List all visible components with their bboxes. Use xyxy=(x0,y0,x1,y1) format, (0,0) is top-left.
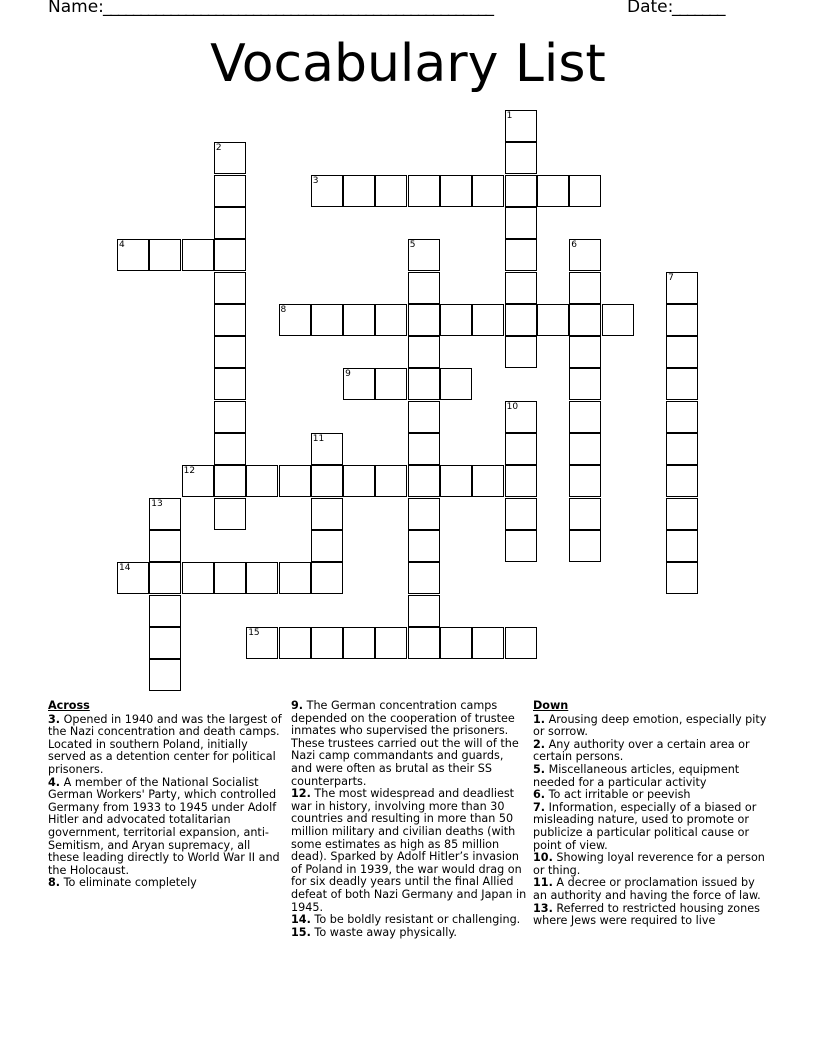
crossword-cell[interactable] xyxy=(569,498,601,530)
crossword-cell[interactable] xyxy=(149,659,181,691)
crossword-cell[interactable] xyxy=(279,304,311,336)
crossword-cell[interactable] xyxy=(666,368,698,400)
crossword-cell[interactable] xyxy=(505,530,537,562)
clue-down-10: 10. Showing loyal reverence for a person or thing. xyxy=(533,851,765,877)
down-clues-column xyxy=(533,700,769,928)
crossword-cell[interactable] xyxy=(408,498,440,530)
crossword-cell[interactable] xyxy=(408,368,440,400)
clue-down-7: 7. Information, especially of a biased or misleading nature, used to promote or publicize a particular political cause or point of view. xyxy=(533,800,757,852)
clue-number: 4 xyxy=(119,240,125,251)
crossword-cell[interactable] xyxy=(408,272,440,304)
crossword-cell[interactable] xyxy=(666,304,698,336)
crossword-cell[interactable] xyxy=(343,465,375,497)
crossword-cell[interactable] xyxy=(408,562,440,594)
clue-down-6: 6. To act irritable or peevish xyxy=(533,788,691,802)
crossword-cell[interactable] xyxy=(311,627,343,659)
crossword-cell[interactable] xyxy=(440,304,472,336)
crossword-cell[interactable] xyxy=(343,627,375,659)
crossword-cell[interactable] xyxy=(472,175,504,207)
crossword-cell[interactable] xyxy=(666,401,698,433)
crossword-cell[interactable] xyxy=(666,336,698,368)
crossword-cell[interactable] xyxy=(440,465,472,497)
clue-number: 6 xyxy=(571,240,577,251)
crossword-cell[interactable] xyxy=(279,562,311,594)
crossword-cell[interactable] xyxy=(149,562,181,594)
clue-down-1: 1. Arousing deep emotion, especially pity or sorrow. xyxy=(533,712,767,739)
crossword-cell[interactable] xyxy=(311,498,343,530)
crossword-cell[interactable] xyxy=(505,272,537,304)
crossword-cell[interactable] xyxy=(472,304,504,336)
clue-number: 5 xyxy=(409,240,416,251)
crossword-cell[interactable] xyxy=(149,498,181,530)
header xyxy=(48,0,748,22)
crossword-cell[interactable] xyxy=(246,562,278,594)
crossword-cell[interactable] xyxy=(408,595,440,627)
crossword-cell[interactable] xyxy=(666,530,698,562)
crossword-cell[interactable] xyxy=(343,175,375,207)
crossword-cell[interactable] xyxy=(505,239,537,271)
across-clues-column-2 xyxy=(291,700,527,939)
name-label: Name: xyxy=(48,0,104,17)
crossword-cell[interactable] xyxy=(569,401,601,433)
crossword-cell[interactable] xyxy=(214,401,246,433)
crossword-cell[interactable] xyxy=(569,368,601,400)
crossword-cell[interactable] xyxy=(569,239,601,271)
page-title: Vocabulary List xyxy=(210,34,606,94)
crossword-cell[interactable] xyxy=(375,465,407,497)
clue-down-2: 2. Any authority over a certain area or certain persons. xyxy=(533,737,750,764)
crossword-cell[interactable] xyxy=(505,175,537,207)
crossword-cell[interactable] xyxy=(214,433,246,465)
crossword-cell[interactable] xyxy=(279,627,311,659)
crossword-cell[interactable] xyxy=(343,368,375,400)
crossword-cell[interactable] xyxy=(117,239,149,271)
clue-number: 2 xyxy=(215,143,222,154)
crossword-cell[interactable] xyxy=(214,336,246,368)
crossword-cell[interactable] xyxy=(569,465,601,497)
crossword-cell[interactable] xyxy=(440,368,472,400)
crossword-cell[interactable] xyxy=(505,433,537,465)
crossword-cell[interactable] xyxy=(505,401,537,433)
crossword-cell[interactable] xyxy=(666,498,698,530)
crossword-cell[interactable] xyxy=(408,627,440,659)
clue-number: 14 xyxy=(119,563,131,574)
crossword-cell[interactable] xyxy=(214,175,246,207)
crossword-cell[interactable] xyxy=(311,433,343,465)
crossword-cell[interactable] xyxy=(537,175,569,207)
crossword-cell[interactable] xyxy=(505,627,537,659)
crossword-cell[interactable] xyxy=(149,530,181,562)
crossword-cell[interactable] xyxy=(408,401,440,433)
crossword-cell[interactable] xyxy=(246,627,278,659)
clue-across-14: 14. To be boldly resistant or challenging. xyxy=(291,913,521,927)
crossword-cell[interactable] xyxy=(569,530,601,562)
clue-across-15: 15. To waste away physically. xyxy=(291,925,457,939)
across-heading: Across xyxy=(48,699,90,712)
clue-across-8: 8. To eliminate completely xyxy=(48,876,197,890)
clue-down-13: 13. Referred to restricted housing zones where Jews were required to live xyxy=(533,901,760,928)
clue-across-12: 12. The most widespread and deadliest war in history, involving more than 30 countries and resulting in more than 50 million military and civilian deaths (with some estimates as high as 85 million dead). Sparked by Adolf Hitler’s invasion of Poland in 1939, the war would drag on for six deadly years until the final Allied defeat of both Nazi Germany and Japan in 1945. xyxy=(291,787,527,914)
crossword-cell[interactable] xyxy=(279,465,311,497)
crossword-cell[interactable] xyxy=(182,562,214,594)
crossword-cell[interactable] xyxy=(537,304,569,336)
crossword-cell[interactable] xyxy=(214,498,246,530)
crossword-cell[interactable] xyxy=(149,239,181,271)
clue-number: 3 xyxy=(312,175,319,186)
crossword-cell[interactable] xyxy=(505,304,537,336)
crossword-cell[interactable] xyxy=(472,627,504,659)
crossword-cell[interactable] xyxy=(214,239,246,271)
crossword-cell[interactable] xyxy=(440,175,472,207)
crossword-cell[interactable] xyxy=(311,562,343,594)
crossword-cell[interactable] xyxy=(602,304,634,336)
crossword-cell[interactable] xyxy=(375,175,407,207)
crossword-cell[interactable] xyxy=(117,562,149,594)
crossword-cell[interactable] xyxy=(214,272,246,304)
crossword-cell[interactable] xyxy=(311,465,343,497)
clue-across-3: 3. Opened in 1940 and was the largest of the Nazi concentration and death camps. Located in southern Poland, initially served as a detention center for political prisoners. xyxy=(48,712,282,776)
crossword-cell[interactable] xyxy=(214,304,246,336)
crossword-cell[interactable] xyxy=(182,465,214,497)
crossword-cell[interactable] xyxy=(311,530,343,562)
crossword-cell[interactable] xyxy=(408,336,440,368)
crossword-cell[interactable] xyxy=(472,465,504,497)
crossword-cell[interactable] xyxy=(343,304,375,336)
clue-number: 15 xyxy=(248,627,260,638)
clue-number: 7 xyxy=(668,272,674,283)
crossword-cell[interactable] xyxy=(214,142,246,174)
name-field[interactable]: ____________________________________________________ xyxy=(103,0,493,17)
crossword-cell[interactable] xyxy=(214,465,246,497)
crossword-cell[interactable] xyxy=(375,368,407,400)
crossword-cell[interactable] xyxy=(149,595,181,627)
crossword-cell[interactable] xyxy=(408,175,440,207)
crossword-cell[interactable] xyxy=(666,465,698,497)
clue-number: 13 xyxy=(151,498,163,509)
crossword-cell[interactable] xyxy=(408,530,440,562)
crossword-cell[interactable] xyxy=(505,110,537,142)
clue-across-9: 9. The German concentration camps depended on the cooperation of trustee inmates who supervised the prisoners. These trustees carried out the will of the Nazi camp commandants and guards, and were often as brutal as their SS counterparts. xyxy=(291,699,519,788)
crossword-cell[interactable] xyxy=(375,627,407,659)
crossword-cell[interactable] xyxy=(569,304,601,336)
clue-number: 1 xyxy=(506,111,513,121)
crossword-cell[interactable] xyxy=(569,336,601,368)
crossword-cell[interactable] xyxy=(408,465,440,497)
crossword-cell[interactable] xyxy=(505,142,537,174)
crossword-cell[interactable] xyxy=(149,627,181,659)
clue-number: 12 xyxy=(183,466,196,477)
crossword-cell[interactable] xyxy=(182,239,214,271)
crossword-cell[interactable] xyxy=(505,498,537,530)
crossword-cell[interactable] xyxy=(311,304,343,336)
crossword-cell[interactable] xyxy=(214,368,246,400)
crossword-cell[interactable] xyxy=(505,465,537,497)
crossword-cell[interactable] xyxy=(666,433,698,465)
clue-number: 8 xyxy=(280,304,287,315)
crossword-cell[interactable] xyxy=(214,562,246,594)
crossword-cell[interactable] xyxy=(375,304,407,336)
crossword-cell[interactable] xyxy=(666,562,698,594)
crossword-cell[interactable] xyxy=(569,272,601,304)
crossword-cell[interactable] xyxy=(569,175,601,207)
clue-down-11: 11. A decree or proclamation issued by an authority and having the force of law. xyxy=(533,876,761,902)
crossword-cell[interactable] xyxy=(214,207,246,239)
date-field[interactable]: _______ xyxy=(672,0,725,17)
crossword-cell[interactable] xyxy=(408,304,440,336)
crossword-cell[interactable] xyxy=(440,627,472,659)
clue-down-5: 5. Miscellaneous articles, equipment needed for a particular activity xyxy=(533,762,740,789)
crossword-cell[interactable] xyxy=(569,433,601,465)
clue-across-4: 4. A member of the National Socialist German Workers' Party, which controlled Germany from 1933 to 1945 under Adolf Hitler and advocated totalitarian government, territorial expansion, anti-Semitism, and Aryan supremacy, all these leading directly to World War II and the Holocaust. xyxy=(48,775,280,877)
clue-number: 11 xyxy=(312,434,325,444)
crossword-cell[interactable] xyxy=(408,433,440,465)
crossword-cell[interactable] xyxy=(505,207,537,239)
crossword-cell[interactable] xyxy=(246,465,278,497)
crossword-cell[interactable] xyxy=(408,239,440,271)
crossword-cell[interactable] xyxy=(311,175,343,207)
date-label: Date: xyxy=(627,0,674,17)
down-heading: Down xyxy=(533,699,569,712)
clue-number: 9 xyxy=(345,369,351,380)
clue-number: 10 xyxy=(506,401,519,412)
across-clues-column-1 xyxy=(48,700,282,890)
crossword-cell[interactable] xyxy=(666,272,698,304)
crossword-cell[interactable] xyxy=(505,336,537,368)
